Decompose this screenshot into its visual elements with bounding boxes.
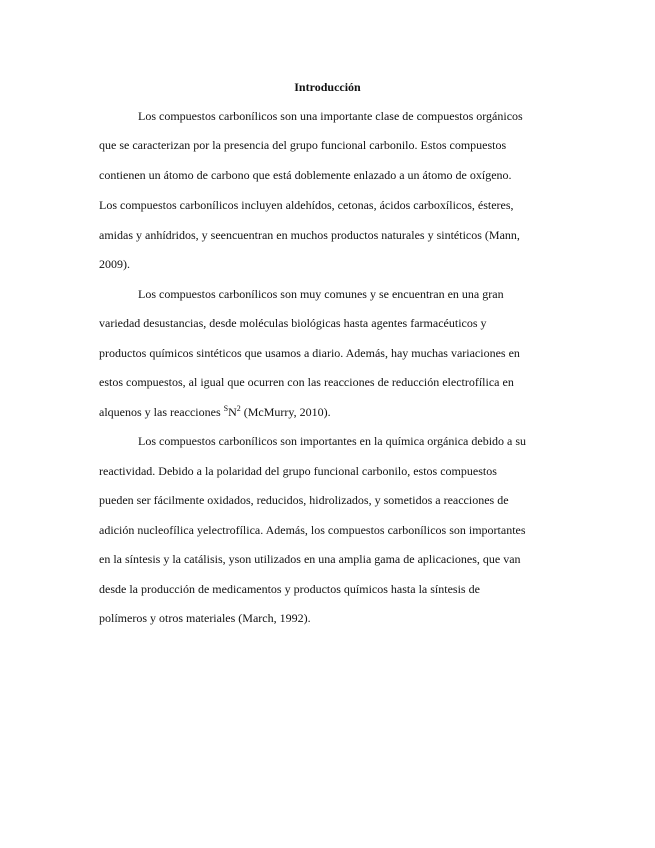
paragraph-2-line-4: estos compuestos, al igual que ocurren con las reacciones de reducción electrofílica en [99, 375, 514, 389]
paragraph-2-line-1: Los compuestos carbonílicos son muy comunes y se encuentran en una gran [138, 287, 504, 301]
paragraph-2-line-3: productos químicos sintéticos que usamos a diario. Además, hay muchas variaciones en [99, 346, 520, 360]
line-text-n: N [228, 405, 237, 419]
paragraph-3-line-6: desde la producción de medicamentos y productos químicos hasta la síntesis de [99, 582, 480, 596]
page-title: Introducción [294, 80, 361, 94]
paragraph-1-line-1: Los compuestos carbonílicos son una importante clase de compuestos orgánicos [138, 109, 523, 123]
paragraph-3-line-4: adición nucleofílica yelectrofílica. Además, los compuestos carbonílicos son importantes [99, 523, 526, 537]
paragraph-2-line-2: variedad desustancias, desde moléculas biológicas hasta agentes farmacéuticos y [99, 316, 487, 330]
line-text-after: (McMurry, 2010). [240, 405, 331, 419]
paragraph-1-line-4: Los compuestos carbonílicos incluyen aldehídos, cetonas, ácidos carboxílicos, ésteres, [99, 198, 514, 212]
paragraph-2-line-5 [99, 405, 331, 419]
line-text-before: alquenos y las reacciones [99, 405, 224, 419]
paragraph-1-line-3: contienen un átomo de carbono que está doblemente enlazado a un átomo de oxígeno. [99, 168, 512, 182]
paragraph-1-line-2: que se caracterizan por la presencia del grupo funcional carbonilo. Estos compuestos [99, 138, 507, 152]
paragraph-1-line-6: 2009). [99, 257, 130, 271]
paragraph-3-line-5: en la síntesis y la catálisis, yson utilizados en una amplia gama de aplicaciones, que van [99, 552, 521, 566]
paragraph-3-line-2: reactividad. Debido a la polaridad del grupo funcional carbonilo, estos compuestos [99, 464, 497, 478]
paragraph-3-line-7: polímeros y otros materiales (March, 1992). [99, 611, 311, 625]
paragraph-1-line-5: amidas y anhídridos, y seencuentran en muchos productos naturales y sintéticos (Mann, [99, 228, 520, 242]
superscript-2: 2 [236, 404, 241, 413]
paragraph-3-line-1: Los compuestos carbonílicos son importantes en la química orgánica debido a su [138, 434, 527, 448]
paragraph-3-line-3: pueden ser fácilmente oxidados, reducidos, hidrolizados, y sometidos a reacciones de [99, 493, 509, 507]
superscript-s: S [223, 404, 229, 413]
